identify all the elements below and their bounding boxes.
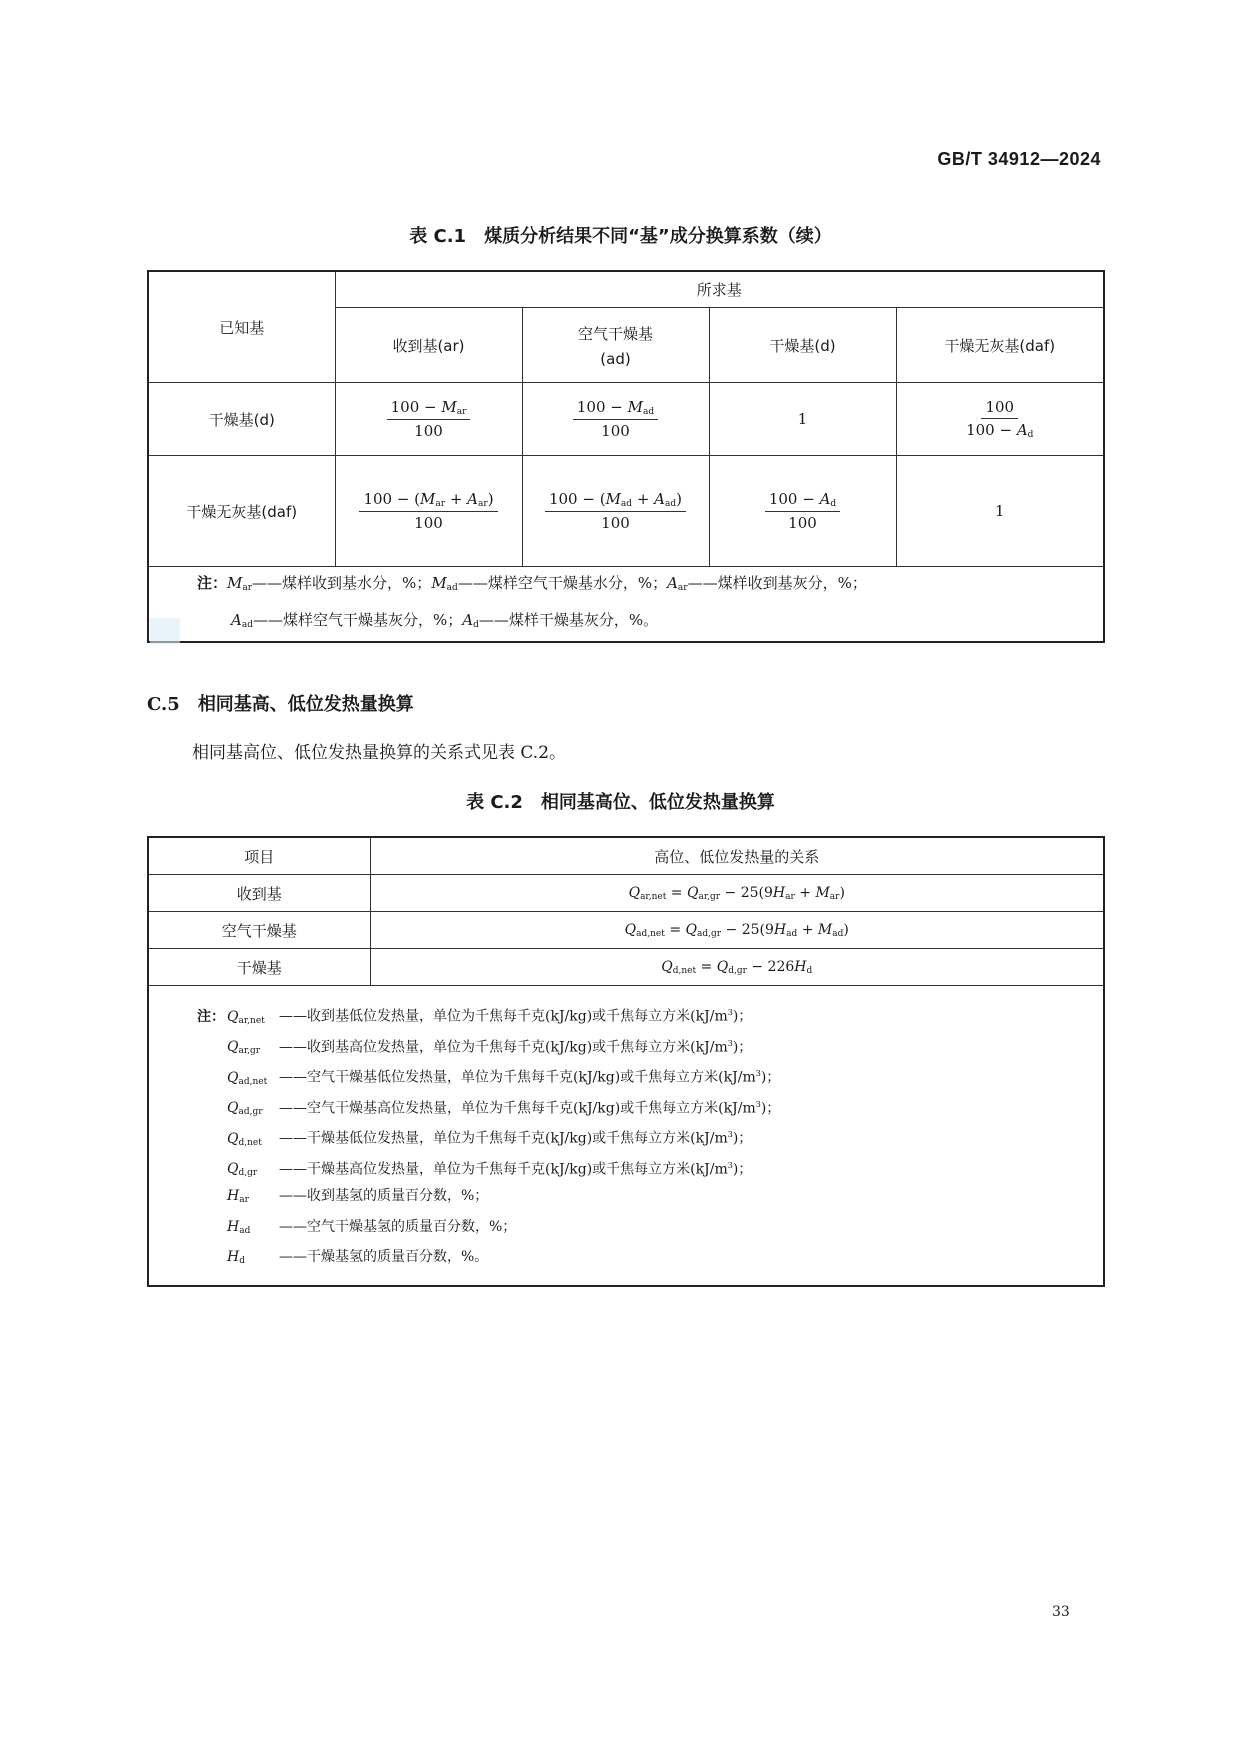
table2 xyxy=(147,836,1105,1287)
table1-row-daf xyxy=(148,456,1104,567)
note-line-2 xyxy=(197,604,1103,641)
subscript: ar xyxy=(456,407,467,417)
formula-subscript: ad xyxy=(832,928,844,939)
note-text: ——干燥基低位发热量，单位为千焦每千克(kJ/kg)或千焦每立方米(kJ/m xyxy=(279,1130,728,1147)
paren: ) xyxy=(676,490,683,508)
note-line xyxy=(197,1029,1103,1060)
note-symbol: Q xyxy=(227,1008,239,1025)
note-symbol: Q xyxy=(227,1100,239,1117)
formula-subscript: d xyxy=(806,965,813,976)
note-subscript: ad,gr xyxy=(238,1107,263,1118)
formula-subscript: ar xyxy=(829,891,840,902)
fraction xyxy=(573,398,658,440)
section-heading xyxy=(147,690,414,716)
fraction-denominator xyxy=(966,419,1033,440)
row-formula xyxy=(370,949,1104,986)
formula-text: ) xyxy=(839,884,845,901)
fraction-denominator: 100 xyxy=(601,514,630,532)
note-symbol-group xyxy=(227,1181,279,1216)
formula-subscript: ad xyxy=(786,928,798,939)
subscript: ar xyxy=(478,499,488,509)
formula-subscript: d,gr xyxy=(728,965,747,976)
operator: + xyxy=(632,490,655,508)
note-text: ——煤样收到基灰分，%； xyxy=(687,574,867,592)
table2-caption-number: 表 C.2 xyxy=(466,792,523,813)
note-text: ——空气干燥基高位发热量，单位为千焦每千克(kJ/kg)或千焦每立方米(kJ/m xyxy=(279,1100,756,1117)
note-superscript: 3 xyxy=(727,1008,733,1017)
note-subscript: ad xyxy=(239,1225,251,1236)
note-line xyxy=(197,998,1103,1029)
table1-note xyxy=(148,567,1104,643)
note-text: ——煤样收到基水分，%； xyxy=(252,574,432,592)
formula-subscript: ar,net xyxy=(640,891,667,902)
note-symbol-group xyxy=(227,1212,279,1247)
formula-symbol: Q xyxy=(661,958,673,975)
cell-d-d: 1 xyxy=(709,383,896,456)
note-end: )； xyxy=(732,1039,753,1056)
note-subscript: ar,gr xyxy=(238,1046,261,1057)
cell-daf-ar xyxy=(335,456,522,567)
note-symbol: H xyxy=(227,1188,240,1204)
row-formula xyxy=(370,912,1104,949)
note-line xyxy=(197,1181,1103,1212)
table2-note xyxy=(148,986,1104,1286)
symbol: A xyxy=(819,490,831,508)
note-subscript: ad,net xyxy=(238,1076,268,1087)
num-text: 100 − xyxy=(390,398,442,416)
formula-text: = xyxy=(666,884,687,901)
row-daf-label: 干燥无灰基(daf) xyxy=(148,456,335,567)
fraction-numerator: 100 xyxy=(981,398,1018,419)
fraction-numerator xyxy=(359,490,497,512)
note-symbol: Q xyxy=(227,1161,239,1178)
subscript: d xyxy=(1027,430,1034,440)
note-superscript: 3 xyxy=(727,1038,733,1048)
fraction-numerator xyxy=(573,398,658,420)
symbol: M xyxy=(441,398,457,416)
page-number: 33 xyxy=(1052,1604,1070,1620)
header-d: 干燥基(d) xyxy=(709,308,896,383)
note-symbol: Q xyxy=(227,1039,239,1056)
note-line xyxy=(197,1242,1103,1273)
table-row xyxy=(148,875,1104,912)
formula-symbol: Q xyxy=(628,884,641,901)
note-text: ——煤样空气干燥基水分，%； xyxy=(457,574,668,592)
note-symbol: M xyxy=(227,574,243,592)
note-subscript: ar xyxy=(239,1195,249,1205)
header-daf: 干燥无灰基(daf) xyxy=(896,308,1104,383)
note-superscript: 3 xyxy=(727,1160,733,1170)
table2-caption xyxy=(0,788,1241,814)
note-symbol: A xyxy=(667,574,678,592)
symbol: A xyxy=(1016,421,1028,439)
row-label: 空气干燥基 xyxy=(148,912,370,949)
note-symbol: H xyxy=(227,1249,240,1265)
formula-symbol: Q xyxy=(685,921,697,938)
subscript: ar xyxy=(435,499,446,509)
fraction-denominator: 100 xyxy=(601,422,630,440)
subscript: d xyxy=(830,499,837,509)
fraction xyxy=(765,490,840,532)
fraction-numerator xyxy=(545,490,686,512)
watermark-logo xyxy=(150,618,180,644)
num-text: 100 − ( xyxy=(363,490,421,508)
note-symbol: M xyxy=(431,574,447,592)
paren: ) xyxy=(487,490,494,508)
note-subscript: ar xyxy=(242,583,253,593)
symbol: A xyxy=(467,490,479,508)
note-label: 注： xyxy=(197,1008,225,1025)
table2-body xyxy=(148,875,1104,986)
note-superscript: 3 xyxy=(755,1069,761,1078)
operator: + xyxy=(445,490,468,508)
note-text: ——煤样干燥基灰分，%。 xyxy=(478,611,659,629)
note-subscript: ar,net xyxy=(238,1015,265,1026)
cell-d-daf xyxy=(896,383,1104,456)
formula-text: = xyxy=(664,921,686,938)
den-text: 100 − xyxy=(966,421,1017,439)
table1-note-row xyxy=(148,567,1104,643)
note-line-1-items xyxy=(227,574,867,592)
section-paragraph: 相同基高位、低位发热量换算的关系式见表 C.2。 xyxy=(192,743,567,763)
note-line xyxy=(197,1120,1103,1151)
header-ad-line2: (ad) xyxy=(600,349,631,368)
formula-subscript: d,net xyxy=(672,965,697,976)
formula-text: − 25(9 xyxy=(720,884,773,901)
formula-symbol: M xyxy=(817,921,833,938)
formula-text: ) xyxy=(843,921,849,938)
num-text: 100 − ( xyxy=(548,490,606,508)
note-superscript: 3 xyxy=(727,1130,733,1139)
fraction xyxy=(966,398,1033,440)
formula-subscript: ar,gr xyxy=(698,891,721,902)
note-subscript: d,gr xyxy=(238,1168,258,1179)
formula-text: + xyxy=(794,884,816,901)
note-symbol-group xyxy=(227,1242,279,1277)
note-text: ——干燥基氢的质量百分数，%。 xyxy=(279,1249,489,1265)
formula-subscript: ad,gr xyxy=(697,928,722,939)
cell-d-ad xyxy=(522,383,709,456)
fraction-denominator: 100 xyxy=(414,422,443,440)
formula-text: − 25(9 xyxy=(721,921,774,938)
header-known-basis: 已知基 xyxy=(148,271,335,383)
subscript: ad xyxy=(642,407,655,417)
row-formula xyxy=(370,875,1104,912)
formula-symbol: H xyxy=(773,921,787,938)
formula-text: − 226 xyxy=(746,958,795,975)
cell-daf-d xyxy=(709,456,896,567)
note-text: ——收到基高位发热量，单位为千焦每千克(kJ/kg)或千焦每立方米(kJ/m xyxy=(279,1039,728,1056)
note-end: )； xyxy=(732,1130,753,1147)
note-subscript: d,net xyxy=(238,1137,262,1148)
fraction xyxy=(359,490,497,532)
table1-caption-number: 表 C.1 xyxy=(409,226,467,247)
table1-caption-text: 煤质分析结果不同“基”成分换算系数（续） xyxy=(484,226,832,247)
fraction xyxy=(387,398,471,440)
table-row xyxy=(148,912,1104,949)
row-d-label: 干燥基(d) xyxy=(148,383,335,456)
fraction-denominator: 100 xyxy=(788,514,817,532)
note-label: 注： xyxy=(197,574,228,592)
fraction xyxy=(545,490,686,532)
table1-row-d xyxy=(148,383,1104,456)
note-text: ——收到基氢的质量百分数，%； xyxy=(279,1188,489,1204)
note-text: ——煤样空气干燥基灰分，%； xyxy=(252,611,463,629)
formula-symbol: H xyxy=(794,958,807,975)
note-subscript: ar xyxy=(677,583,688,593)
formula-symbol: Q xyxy=(716,958,729,975)
note-subscript: ad xyxy=(446,583,458,593)
header-target-basis: 所求基 xyxy=(335,271,1104,308)
note-text: ——空气干燥基低位发热量，单位为千焦每千克(kJ/kg)或千焦每立方米(kJ/m xyxy=(279,1069,756,1086)
symbol: M xyxy=(420,490,436,508)
standard-code: GB/T 34912—2024 xyxy=(937,149,1101,169)
header-ad xyxy=(522,308,709,383)
header-relation: 高位、低位发热量的关系 xyxy=(370,837,1104,875)
header-ad-line1: 空气干燥基 xyxy=(577,324,653,343)
note-end: )； xyxy=(732,1008,753,1025)
note-end: )； xyxy=(732,1161,753,1178)
header-ar: 收到基(ar) xyxy=(335,308,522,383)
note-end: )； xyxy=(760,1069,781,1086)
note-block xyxy=(149,567,1103,641)
formula-subscript: ar xyxy=(785,891,795,902)
note2-block xyxy=(149,986,1103,1285)
header-item: 项目 xyxy=(148,837,370,875)
formula-symbol: Q xyxy=(624,921,637,938)
table2-note-row xyxy=(148,986,1104,1286)
note-text: ——空气干燥基氢的质量百分数，%； xyxy=(279,1218,517,1235)
note-symbol: Q xyxy=(227,1130,239,1147)
section-number: C.5 xyxy=(147,694,180,715)
table1 xyxy=(147,270,1105,643)
note-subscript: d xyxy=(473,620,479,630)
num-text: 100 − xyxy=(768,490,820,508)
table-row xyxy=(148,949,1104,986)
cell-daf-ad xyxy=(522,456,709,567)
fraction-numerator xyxy=(765,490,840,512)
note-text: ——收到基低位发热量，单位为千焦每千克(kJ/kg)或千焦每立方米(kJ/m xyxy=(279,1008,728,1025)
cell-d-ar xyxy=(335,383,522,456)
formula-symbol: M xyxy=(815,884,830,901)
cell-daf-daf: 1 xyxy=(896,456,1104,567)
fraction-denominator: 100 xyxy=(414,514,443,532)
note-line-2-items xyxy=(231,611,658,629)
formula-text: = xyxy=(696,958,717,975)
symbol: A xyxy=(654,490,666,508)
note-end: )； xyxy=(760,1100,781,1117)
row-label: 收到基 xyxy=(148,875,370,912)
num-text: 100 − xyxy=(576,398,628,416)
note-text: ——干燥基高位发热量，单位为千焦每千克(kJ/kg)或千焦每立方米(kJ/m xyxy=(279,1161,728,1178)
note-symbol: A xyxy=(231,611,242,629)
symbol: M xyxy=(627,398,643,416)
table2-caption-text: 相同基高位、低位发热量换算 xyxy=(540,792,775,813)
note-line xyxy=(197,1151,1103,1182)
note-superscript: 3 xyxy=(755,1099,761,1109)
table1-caption xyxy=(0,222,1241,248)
note-line xyxy=(197,1059,1103,1090)
section-title: 相同基高、低位发热量换算 xyxy=(197,694,414,715)
subscript: ad xyxy=(620,499,633,509)
note-subscript: d xyxy=(239,1256,245,1266)
note-line xyxy=(197,1212,1103,1243)
note-symbol: A xyxy=(462,611,474,629)
formula-subscript: ad,net xyxy=(636,928,665,939)
row-label: 干燥基 xyxy=(148,949,370,986)
note-symbol: Q xyxy=(227,1069,239,1086)
note-line xyxy=(197,1090,1103,1121)
formula-text: + xyxy=(797,921,818,938)
formula-symbol: Q xyxy=(686,884,699,901)
formula-symbol: H xyxy=(772,884,786,901)
note-line-1 xyxy=(197,567,1103,604)
subscript: ad xyxy=(665,499,677,509)
fraction-numerator xyxy=(387,398,471,420)
note-symbol: H xyxy=(227,1218,240,1235)
symbol: M xyxy=(605,490,621,508)
note-subscript: ad xyxy=(241,620,253,630)
